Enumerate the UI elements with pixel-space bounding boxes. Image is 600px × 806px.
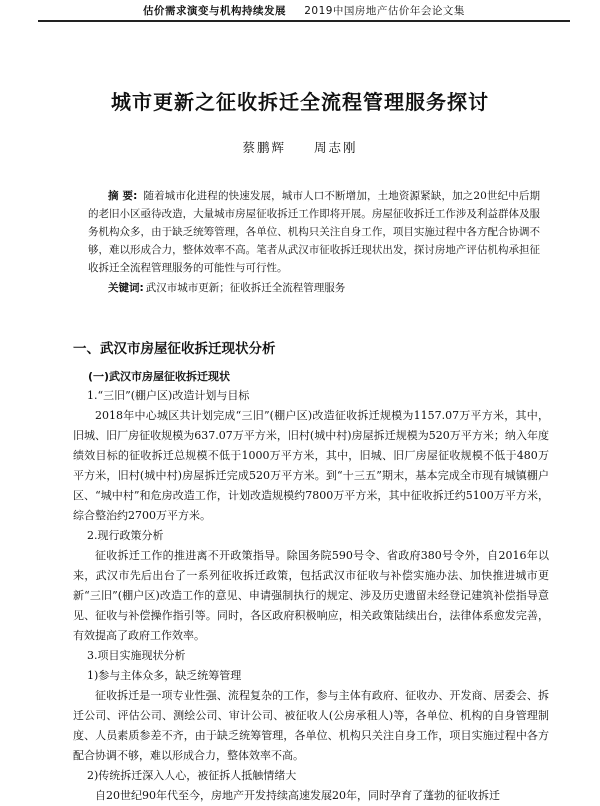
body-text: [73, 386, 549, 806]
section-heading: 一、武汉市房屋征收拆迁现状分析: [73, 341, 276, 357]
keywords-label: 关键词:: [108, 282, 144, 294]
keywords: [108, 280, 345, 295]
header-conference: 2019中国房地产估价年会论文集: [304, 5, 465, 17]
paper-title: 城市更新之征收拆迁全流程管理服务探讨: [111, 90, 489, 114]
subsection-heading: (一)武汉市房屋征收拆迁现状: [88, 370, 231, 383]
abstract: [88, 187, 540, 277]
item-heading: 3.项目实施现状分析: [87, 649, 186, 662]
author-1: 蔡鹏辉: [242, 140, 286, 155]
abstract-label: 摘 要:: [108, 190, 138, 202]
paragraph: 征收拆迁工作的推进离不开政策指导。除国务院590号令、省政府380号令外，自2016年以来，武汉市先后出台了一系列征收拆迁政策，包括武汉市征收与补偿实施办法、加快推进城市更新“三旧”(棚户区)改造工作的意见、申请强制执行的规定、涉及历史遗留未经登记建筑补偿指导意见、征收与补偿操作指引等。同时，各区政府积极响应，相关政策陆续出台，法律体系愈发完善，有效提高了政府工作效率。: [73, 549, 549, 642]
item-heading: 2.现行政策分析: [87, 529, 164, 542]
running-header: [38, 2, 570, 22]
abstract-text: 随着城市化进程的快速发展，城市人口不断增加，土地资源紧缺，加之20世纪中后期的老旧小区亟待改造，大量城市房屋征收拆迁工作即将开展。房屋征收拆迁工作涉及利益群体及服务机构众多，由于缺乏统筹管理，各单位、机构只关注自身工作，项目实施过程中各方配合协调不够，难以形成合力，整体效率不高。笔者从武汉市征收拆迁现状出发，探讨房地产评估机构承担征收拆迁全流程管理服务的可能性与可行性。: [88, 190, 541, 274]
author-2: 周志刚: [313, 140, 358, 155]
keywords-text: 武汉市城市更新；征收拆迁全流程管理服务: [145, 282, 346, 294]
item-subheading: 1)参与主体众多，缺乏统筹管理: [87, 669, 242, 682]
paragraph: 征收拆迁是一项专业性强、流程复杂的工作，参与主体有政府、征收办、开发商、居委会、拆迁公司、评估公司、测绘公司、审计公司、被征收人(公房承租人)等，各单位、机构的自身管理制度、人员素质参差不齐，由于缺乏统筹管理，各单位、机构只关注自身工作，项目实施过程中各方配合协调不够，难以形成合力，整体效率不高。: [73, 689, 549, 762]
item-heading: 1.“三旧”(棚户区)改造计划与目标: [87, 389, 250, 402]
item-subheading: 2)传统拆迁深入人心，被征拆人抵触情绪大: [87, 769, 297, 782]
authors: [0, 138, 600, 156]
header-title: 估价需求演变与机构持续发展: [143, 5, 287, 17]
paragraph: 自20世纪90年代至今，房地产开发持续高速发展20年，同时孕育了蓬勃的征收拆迁: [95, 789, 500, 802]
paragraph: 2018年中心城区共计划完成“三旧”(棚户区)改造征收拆迁规模为1157.07万平方米，其中，旧城、旧厂房征收规模为637.07万平方米，旧村(城中村)房屋拆迁规模为520万平方米；纳入年度绩效目标的征收拆迁总规模不低于1000万平方米，其中，旧城、旧厂房屋征收规模不低于480万平方米，旧村(城中村)房屋拆迁完成520万平方米。到“十三五”期末，基本完成全市现有城镇棚户区、“城中村”和危房改造工作，计划改造规模约7800万平方米，其中征收拆迁约5100万平方米，综合整治约2700万平方米。: [73, 409, 549, 522]
